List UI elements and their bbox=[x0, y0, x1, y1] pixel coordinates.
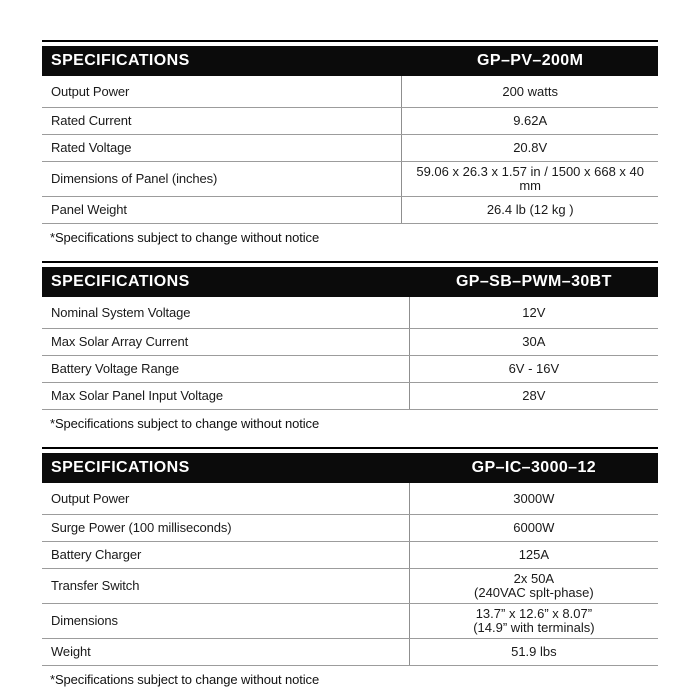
table-row bbox=[42, 515, 658, 542]
spec-value-line1: 13.7” x 12.6” x 8.07” bbox=[475, 606, 593, 621]
spec-label: Battery Charger bbox=[42, 542, 410, 568]
spec-value-line2: (14.9” with terminals) bbox=[473, 620, 595, 635]
spec-value-line1: 28V bbox=[522, 388, 546, 403]
spec-table-gp-ic-3000-12 bbox=[42, 447, 658, 687]
spec-value bbox=[410, 542, 658, 568]
spec-label: Output Power bbox=[42, 76, 402, 107]
table-row bbox=[42, 569, 658, 604]
spec-value bbox=[410, 329, 658, 355]
table-row bbox=[42, 108, 658, 135]
spec-table-grid bbox=[42, 261, 658, 410]
table-header-title: SPECIFICATIONS bbox=[51, 459, 190, 476]
spec-label: Rated Voltage bbox=[42, 135, 402, 161]
spec-value bbox=[402, 76, 658, 107]
spec-label: Panel Weight bbox=[42, 197, 402, 223]
table-row bbox=[42, 604, 658, 639]
table-row bbox=[42, 483, 658, 515]
spec-value-line1: 30A bbox=[522, 334, 546, 349]
table-row bbox=[42, 162, 658, 197]
spec-value-line1: 9.62A bbox=[513, 113, 548, 128]
spec-value-line1: 200 watts bbox=[502, 83, 558, 99]
spec-table-gp-pv-200m bbox=[42, 40, 658, 245]
spec-value-line1: 3000W bbox=[513, 490, 555, 506]
spec-value bbox=[410, 356, 658, 382]
spec-value-line1: 2x 50A bbox=[513, 571, 555, 586]
table-header-bar bbox=[42, 453, 658, 483]
table-header-title: SPECIFICATIONS bbox=[51, 273, 190, 290]
spec-label: Rated Current bbox=[42, 108, 402, 134]
table-header-bar bbox=[42, 267, 658, 297]
table-header-model: GP–IC–3000–12 bbox=[471, 459, 597, 476]
table-rows bbox=[42, 483, 658, 666]
spec-value bbox=[402, 162, 658, 196]
table-row bbox=[42, 542, 658, 569]
table-row bbox=[42, 383, 658, 410]
spec-value bbox=[410, 483, 658, 514]
table-row bbox=[42, 329, 658, 356]
table-row bbox=[42, 197, 658, 224]
table-row bbox=[42, 76, 658, 108]
table-row bbox=[42, 297, 658, 329]
table-row bbox=[42, 639, 658, 666]
spec-table-gp-sb-pwm-30bt bbox=[42, 261, 658, 431]
table-footnote: *Specifications subject to change without notice bbox=[50, 416, 320, 431]
spec-value bbox=[402, 108, 658, 134]
table-rows bbox=[42, 76, 658, 224]
spec-value bbox=[410, 639, 658, 665]
table-header-model: GP–SB–PWM–30BT bbox=[455, 273, 612, 290]
table-rows bbox=[42, 297, 658, 410]
spec-value bbox=[410, 297, 658, 328]
spec-table-grid bbox=[42, 447, 658, 666]
spec-table-grid bbox=[42, 40, 658, 224]
spec-label: Battery Voltage Range bbox=[42, 356, 410, 382]
spec-value bbox=[410, 604, 658, 638]
spec-label: Weight bbox=[42, 639, 410, 665]
spec-value-line1: 6V - 16V bbox=[508, 361, 560, 376]
spec-value bbox=[402, 197, 658, 223]
spec-label: Dimensions bbox=[42, 604, 410, 638]
table-footnote: *Specifications subject to change without notice bbox=[50, 230, 320, 245]
spec-label: Transfer Switch bbox=[42, 569, 410, 603]
spec-label: Max Solar Array Current bbox=[42, 329, 410, 355]
spec-value-line1: 6000W bbox=[513, 520, 555, 535]
table-row bbox=[42, 135, 658, 162]
spec-value-line1: 12V bbox=[522, 304, 546, 320]
spec-value-line1: 20.8V bbox=[513, 140, 548, 155]
spec-value bbox=[410, 515, 658, 541]
spec-value-line1: 59.06 x 26.3 x 1.57 in / 1500 x 668 x 40 mm bbox=[416, 164, 645, 193]
spec-value-line1: 125A bbox=[518, 547, 550, 562]
table-row bbox=[42, 356, 658, 383]
spec-value bbox=[410, 383, 658, 409]
spec-label: Nominal System Voltage bbox=[42, 297, 410, 328]
spec-value-line2: (240VAC splt-phase) bbox=[474, 585, 594, 600]
spec-label: Surge Power (100 milliseconds) bbox=[42, 515, 410, 541]
spec-label: Max Solar Panel Input Voltage bbox=[42, 383, 410, 409]
spec-value-line1: 26.4 lb (12 kg ) bbox=[486, 202, 574, 217]
spec-value bbox=[402, 135, 658, 161]
table-header-bar bbox=[42, 46, 658, 76]
table-footnote: *Specifications subject to change without notice bbox=[50, 672, 320, 687]
spec-value bbox=[410, 569, 658, 603]
spec-label: Dimensions of Panel (inches) bbox=[42, 162, 402, 196]
table-header-model: GP–PV–200M bbox=[477, 52, 584, 69]
spec-value-line1: 51.9 lbs bbox=[511, 644, 557, 659]
table-header-title: SPECIFICATIONS bbox=[51, 52, 190, 69]
spec-label: Output Power bbox=[42, 483, 410, 514]
